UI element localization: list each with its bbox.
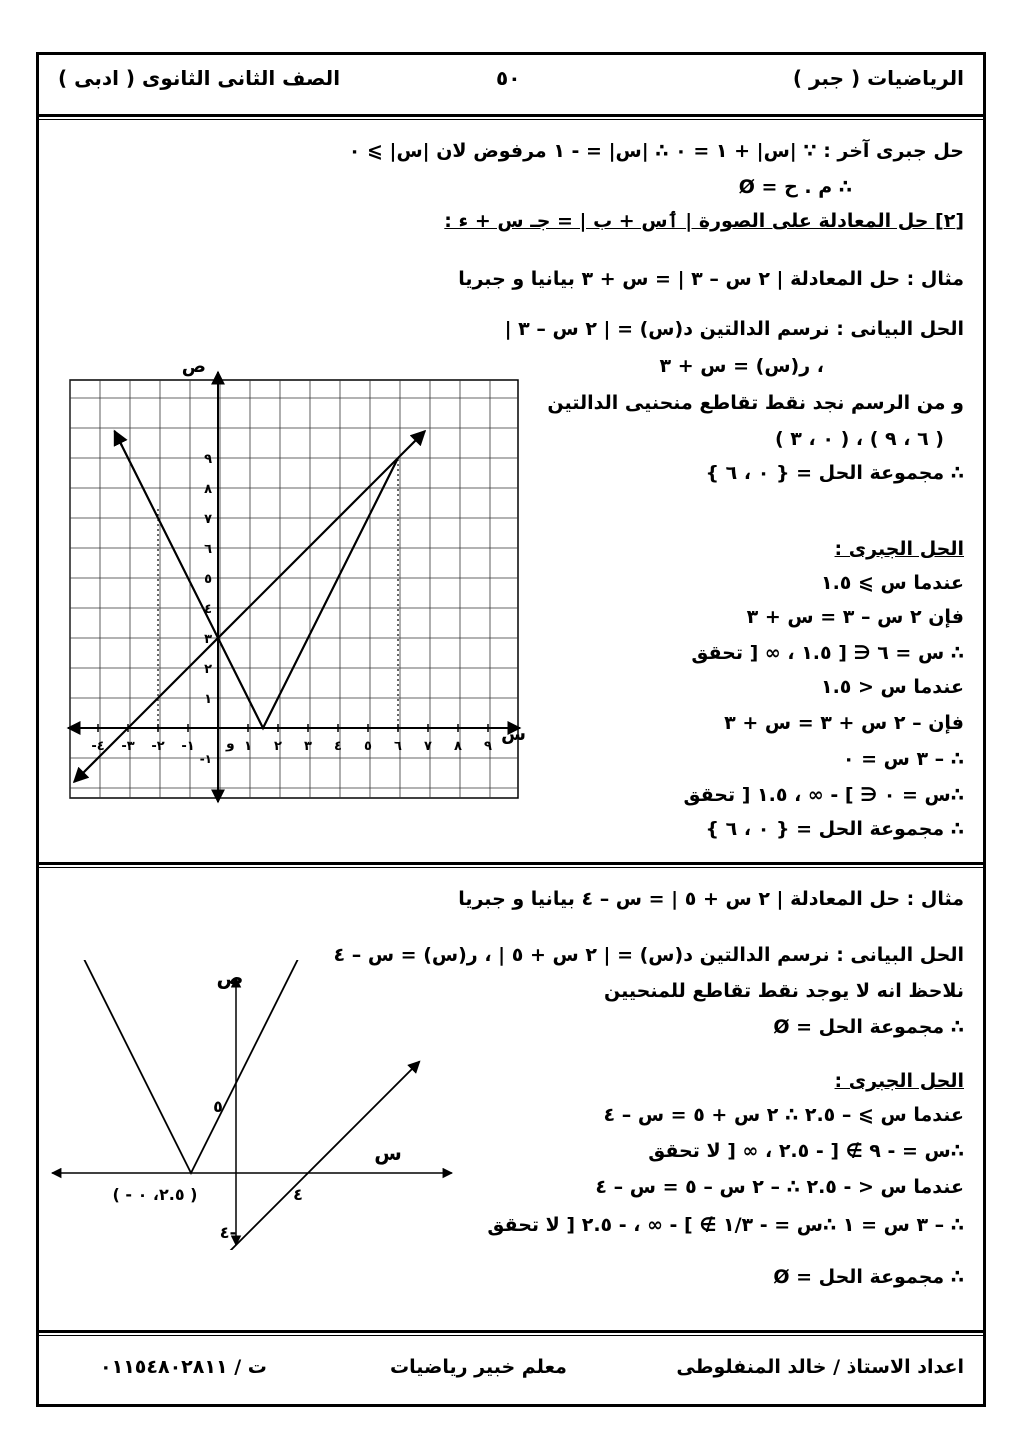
alt-solution-result: ∴ م . ح = Ø [738,176,852,198]
line-r [74,431,425,782]
x-tick-label: ٤ [334,739,342,754]
x-label-4: ٤ [293,1185,303,1204]
algebraic1-line: ∴ – ٣ س = ٠ [842,748,964,770]
example2-statement: مثال : حل المعادلة | ٢ س + ٥ | = س – ٤ بيانيا و جبريا [458,888,964,910]
algebraic1-line: فإن – ٢ س + ٣ = س + ٣ [724,712,964,734]
section-heading: [٢] حل المعادلة على الصورة | ٲس + ب | = جـ س + ء : [444,210,964,232]
y-tick-label: ٦ [204,542,212,557]
x-tick-label: -٣ [121,739,135,754]
graph1-solution-line: ، ر(س) = س + ٣ [659,355,824,377]
algebraic1-line: فإن ٢ س – ٣ = س + ٣ [746,606,964,628]
graph1-solution-line: الحل البيانى : نرسم الدالتين د(س) = | ٢ س – ٣ | [504,318,964,340]
footer-divider [37,1330,985,1333]
vertex-label: ( - ٢.٥، ٠ ) [112,1185,198,1204]
x-tick-label: -٤ [91,739,105,754]
algebraic1-line: ∴س = ٠ ∈ ] - ∞ ، ١.٥ [ تحقق [683,784,964,806]
example1-statement: مثال : حل المعادلة | ٢ س – ٣ | = س + ٣ بيانيا و جبريا [458,268,964,290]
header-subject: الرياضيات ( جبر ) [792,66,964,90]
y-tick-label: ٢ [204,662,212,677]
x-tick-label: ٨ [454,739,462,754]
algebraic1-title: الحل الجبرى : [834,538,964,560]
x-axis-label: س [501,724,526,745]
alt-solution-line: حل جبرى آخر : ∵ |س| + ١ = ٠ ∴ |س| = - ١ مرفوض لان |س| ⩾ ٠ [348,140,964,162]
graph1-solution-line: و من الرسم نجد نقط تقاطع منحنيى الدالتين [547,392,964,414]
y-label-5: ٥ [213,1097,223,1116]
section-divider [37,862,985,865]
y-tick-label: ٤ [204,602,212,617]
y-tick-label: ٥ [204,572,212,587]
footer-author: اعداد الاستاذ / خالد المنفلوطى [676,1356,964,1378]
algebraic2-line: ∴س = - ٩ ∌ [ - ٢.٥ ، ∞ [ لا تحقق [648,1140,964,1162]
header-divider [37,114,985,117]
y-tick-label: ٣ [204,632,212,647]
graph1-plot [60,350,530,810]
x-tick-label: -١ [181,739,195,754]
x-tick-label: ١ [244,739,252,754]
y-tick-label: ١ [204,692,212,707]
header-page-number: ٥٠ [496,66,521,90]
line-d [67,960,315,1173]
graph1-solution-set: ∴ مجموعة الحل = { ٠ ، ٦ } [705,462,964,484]
line-d-arrow [115,431,123,446]
x-tick-label: ٢ [274,739,282,754]
y-tick-label: ٨ [204,482,212,497]
algebraic1-solution-set: ∴ مجموعة الحل = { ٠ ، ٦ } [705,818,964,840]
algebraic2-line: عندما س ⩾ – ٢.٥ ∴ ٢ س + ٥ = س – ٤ [603,1104,964,1126]
x-tick-label: -٢ [151,739,165,754]
y-label-neg4: ٤- [219,1223,237,1242]
graph2-plot [40,960,460,1250]
algebraic2-line: ∴ – ٣ س = ١ ∴س = - ١/٣ ∌ ] - ∞ ، - ٢.٥ [ لا تحقق [487,1214,964,1236]
algebraic2-title: الحل الجبرى : [834,1070,964,1092]
graph1-border [70,380,518,798]
y-axis-label: ص [216,965,244,989]
graph2-solution-line: الحل البيانى : نرسم الدالتين د(س) = | ٢ س + ٥ | ، ر(س) = س – ٤ [333,944,964,966]
algebraic1-line: ∴ س = ٦ ∈ [ ١.٥ ، ∞ [ تحقق [691,642,964,664]
origin-label: و [226,736,235,752]
y-tick-label: -١ [199,752,212,766]
header-grade: الصف الثانى الثانوى ( ادبى ) [58,66,341,90]
x-tick-label: ٣ [304,739,312,754]
y-tick-label: ٩ [204,452,212,467]
intersection-points: ( ٠ ، ٣ ) ، ( ٦ ، ٩ ) [774,428,944,450]
y-axis-label: ص [181,356,206,377]
x-axis-label: س [374,1141,402,1165]
x-tick-label: ٩ [484,739,492,754]
footer-phone: ت / ٠١١٥٤٨٠٢٨١١ [100,1356,267,1378]
graph2-solution-line: نلاحظ انه لا يوجد نقط تقاطع للمنحيين [604,980,964,1002]
x-tick-label: ٥ [364,739,372,754]
graph2-solution-set: ∴ مجموعة الحل = Ø [773,1016,964,1038]
footer-title: معلم خبير رياضيات [390,1356,567,1378]
algebraic2-solution-set: ∴ مجموعة الحل = Ø [773,1266,964,1288]
algebraic1-line: عندما س ⩾ ١.٥ [820,572,964,594]
y-tick-label: ٧ [204,512,212,527]
x-tick-label: ٧ [424,739,432,754]
x-tick-label: ٦ [394,739,402,754]
graph1-grid [70,380,518,798]
algebraic2-line: عندما س < - ٢.٥ ∴ – ٢ س – ٥ = س – ٤ [595,1176,964,1198]
algebraic1-line: عندما س < ١.٥ [820,676,964,698]
